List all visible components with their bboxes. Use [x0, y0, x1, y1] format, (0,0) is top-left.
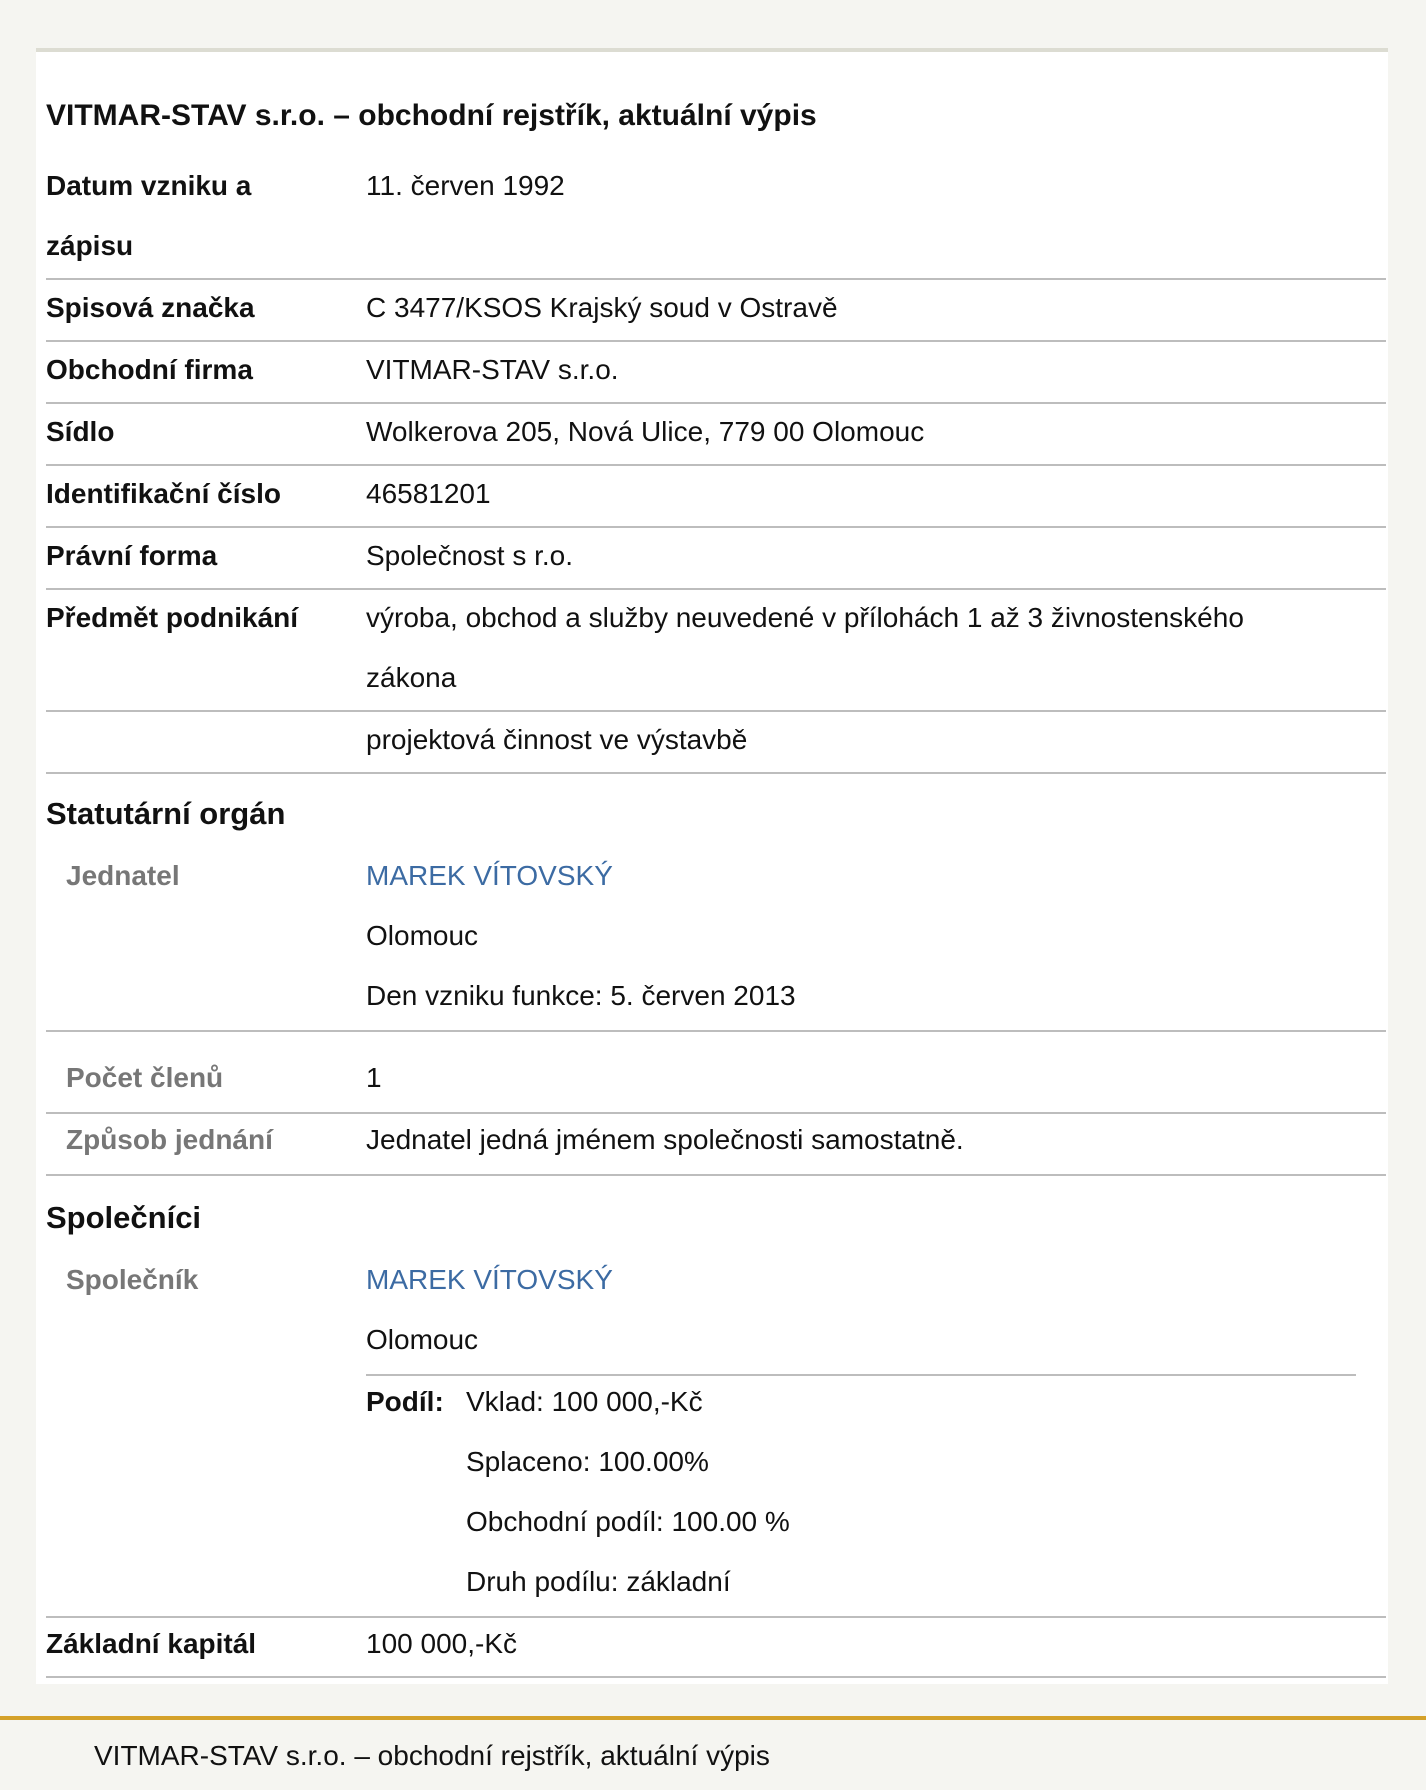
predmet-value-2: projektová činnost ve výstavbě [366, 724, 748, 755]
divider [46, 1030, 1386, 1032]
forma-value: Společnost s r.o. [366, 540, 574, 571]
register-extract-card [36, 48, 1388, 1684]
podil-splaceno: Splaceno: 100.00% [466, 1446, 709, 1477]
footer [0, 1716, 1426, 1790]
spolecnik-name-link[interactable]: MAREK VÍTOVSKÝ [366, 1264, 613, 1295]
jednatel-label: Jednatel [66, 860, 180, 891]
spolecnici-heading: Společníci [46, 1200, 202, 1235]
sidlo-value: Wolkerova 205, Nová Ulice, 779 00 Olomouc [366, 416, 925, 447]
firma-value: VITMAR-STAV s.r.o. [366, 354, 619, 385]
jednatel-name-link[interactable]: MAREK VÍTOVSKÝ [366, 860, 613, 891]
spolecnik-label: Společník [66, 1264, 199, 1295]
zakladni-kapital-value: 100 000,-Kč [366, 1628, 517, 1659]
ico-value: 46581201 [366, 478, 491, 509]
predmet-value-1-line1: výroba, obchod a služby neuvedené v přílohách 1 až 3 živnostenského [366, 602, 1244, 633]
pocet-clenu-value: 1 [366, 1062, 382, 1093]
sidlo-label: Sídlo [46, 416, 115, 447]
spisova-value: C 3477/KSOS Krajský soud v Ostravě [366, 292, 838, 323]
divider [46, 1676, 1386, 1678]
footer-text: VITMAR-STAV s.r.o. – obchodní rejstřík, aktuální výpis [94, 1740, 770, 1771]
jednatel-den-vzniku: Den vzniku funkce: 5. červen 2013 [366, 980, 796, 1011]
predmet-label: Předmět podnikání [46, 602, 299, 633]
spisova-label: Spisová značka [46, 292, 255, 323]
page-title: VITMAR-STAV s.r.o. – obchodní rejstřík, aktuální výpis [46, 99, 817, 132]
datum-label-line1: Datum vzniku a [46, 170, 252, 201]
divider [46, 526, 1386, 528]
zakladni-kapital-label: Základní kapitál [46, 1628, 257, 1659]
podil-label: Podíl: [366, 1386, 444, 1417]
divider [46, 772, 1386, 774]
ico-label: Identifikační číslo [46, 478, 281, 509]
predmet-value-1-line2: zákona [366, 662, 457, 693]
podil-obchodni: Obchodní podíl: 100.00 % [466, 1506, 790, 1537]
forma-label: Právní forma [46, 540, 218, 571]
jednatel-city: Olomouc [366, 920, 479, 951]
podil-druh: Druh podílu: základní [466, 1566, 731, 1597]
statutarni-heading: Statutární orgán [46, 796, 286, 831]
datum-label-line2: zápisu [46, 230, 134, 261]
podil-vklad: Vklad: 100 000,-Kč [466, 1386, 703, 1417]
firma-label: Obchodní firma [46, 354, 253, 385]
datum-value: 11. červen 1992 [366, 170, 565, 201]
spolecnik-city: Olomouc [366, 1324, 479, 1355]
zpusob-jednani-value: Jednatel jedná jménem společnosti samostatně. [366, 1124, 964, 1155]
zpusob-jednani-label: Způsob jednání [66, 1124, 273, 1155]
pocet-clenu-label: Počet členů [66, 1062, 224, 1093]
divider [46, 1174, 1386, 1176]
